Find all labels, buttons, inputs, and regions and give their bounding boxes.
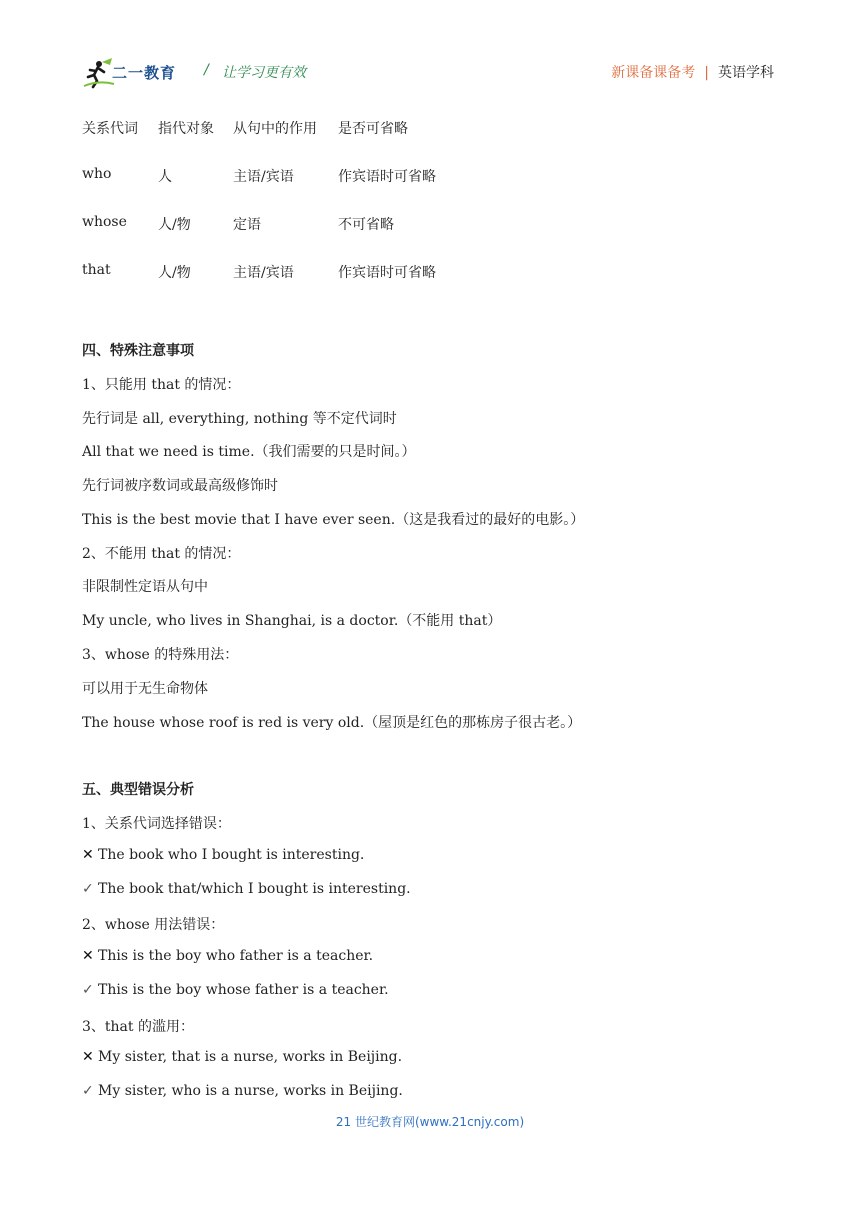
text-line: The house whose roof is red is very old.（屋顶是红色的那栋房子很古老。） [82, 715, 582, 731]
table-cell: 作宾语时可省略 [338, 265, 436, 281]
table-cell: whose [82, 214, 127, 230]
table-header: 指代对象 [158, 121, 214, 137]
slogan: 让学习更有效 [222, 65, 306, 81]
table-row [82, 214, 478, 262]
table-header-row [82, 118, 478, 166]
relative-pronoun-table [82, 118, 478, 310]
right-example [82, 982, 389, 998]
right-example [82, 881, 411, 897]
table-cell: 不可省略 [338, 217, 394, 233]
right-example [82, 1083, 403, 1099]
table-header: 是否可省略 [338, 121, 408, 137]
error-label: 2、whose 用法错误： [82, 917, 225, 933]
table-cell: who [82, 166, 112, 182]
table-header: 关系代词 [82, 121, 138, 137]
text-line: 非限制性定语从句中 [82, 579, 208, 595]
table-cell: 人 [158, 169, 172, 185]
table-cell: 定语 [233, 217, 261, 233]
table-cell: 人/物 [158, 265, 191, 281]
header-separator: | [704, 65, 709, 81]
header-right [611, 62, 774, 82]
table-cell: that [82, 262, 111, 278]
text-line: 3、whose 的特殊用法： [82, 647, 239, 663]
page-footer[interactable] [0, 1113, 860, 1130]
page-header [82, 56, 774, 92]
table-row [82, 262, 478, 310]
wrong-sentence: This is the boy who father is a teacher. [98, 948, 374, 964]
right-sentence: This is the boy whose father is a teacher. [98, 982, 389, 998]
wrong-sentence: My sister, that is a nurse, works in Beijing. [98, 1049, 403, 1065]
table-cell: 主语/宾语 [233, 169, 294, 185]
error-label: 3、that 的滥用： [82, 1019, 194, 1035]
running-figure-icon [82, 56, 116, 90]
table-header: 从句中的作用 [233, 121, 317, 137]
text-line: My uncle, who lives in Shanghai, is a doctor.（不能用 that） [82, 613, 502, 629]
wrong-example [82, 1049, 402, 1065]
cross-icon: ✕ [82, 1049, 94, 1065]
text-line: 先行词是 all, everything, nothing 等不定代词时 [82, 411, 397, 427]
slogan-divider-icon: / [204, 62, 209, 78]
table-cell: 主语/宾语 [233, 265, 294, 281]
text-line: 可以用于无生命物体 [82, 681, 208, 697]
error-label: 1、关系代词选择错误： [82, 816, 231, 832]
table-cell: 作宾语时可省略 [338, 169, 436, 185]
text-line: 1、只能用 that 的情况： [82, 377, 241, 393]
text-line: 2、不能用 that 的情况： [82, 546, 241, 562]
logo [82, 56, 190, 90]
wrong-example [82, 847, 364, 863]
text-line: This is the best movie that I have ever seen.（这是我看过的最好的电影。） [82, 512, 585, 528]
logo-text: 二一教育 [112, 64, 177, 82]
right-sentence: My sister, who is a nurse, works in Beijing. [98, 1083, 403, 1099]
text-line: All that we need is time.（我们需要的只是时间。） [82, 444, 416, 460]
wrong-sentence: The book who I bought is interesting. [98, 847, 365, 863]
section-heading: 四、特殊注意事项 [82, 343, 194, 359]
right-sentence: The book that/which I bought is interesting. [98, 881, 411, 897]
footer-link[interactable]: 21 世纪教育网(www.21cnjy.com) [335, 1115, 525, 1129]
check-icon: ✓ [82, 1083, 94, 1099]
cross-icon: ✕ [82, 948, 94, 964]
course-label: 新课备课备考 [611, 65, 696, 81]
section-heading: 五、典型错误分析 [82, 782, 194, 798]
check-icon: ✓ [82, 881, 94, 897]
table-row [82, 166, 478, 214]
cross-icon: ✕ [82, 847, 94, 863]
check-icon: ✓ [82, 982, 94, 998]
wrong-example [82, 948, 373, 964]
subject-label: 英语学科 [718, 65, 774, 81]
text-line: 先行词被序数词或最高级修饰时 [82, 478, 278, 494]
table-cell: 人/物 [158, 217, 191, 233]
